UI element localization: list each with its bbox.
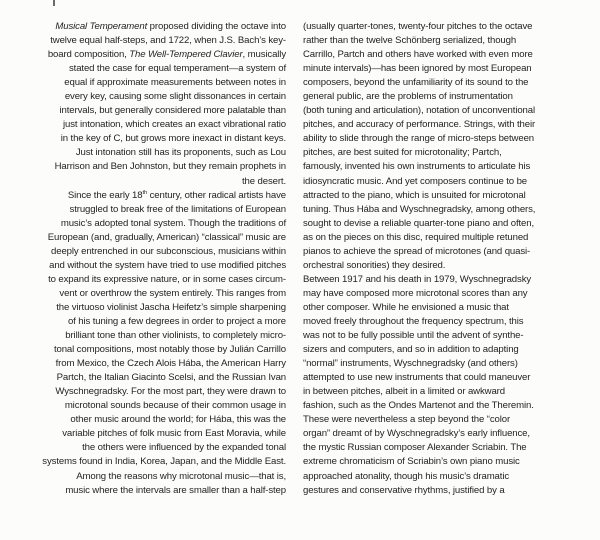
text-line: Carrillo, Partch and others have worked with even more bbox=[303, 49, 533, 61]
text-line: pianos to achieve the spread of microtones (and quasi- bbox=[303, 245, 531, 257]
text-line: in between pitches, albeit in a limited or awkward bbox=[303, 386, 505, 398]
text-line: Harrison and Ben Johnston, but they remain prophets in bbox=[54, 161, 286, 173]
text-line: minute intervals)—has been ignored by most European bbox=[303, 63, 532, 75]
text-line: tonal compositions, most notably those by Julián Carrillo bbox=[53, 344, 286, 356]
paragraph bbox=[0, 146, 286, 188]
crop-mark bbox=[53, 0, 55, 6]
text-line: tuning. Thus Hába and Wyschnegradsky, among others, bbox=[303, 203, 536, 215]
text-line: music’s adopted tonal system. Though the traditions of bbox=[60, 217, 286, 229]
text-line: Wyschnegradsky. For the most part, they were drawn to bbox=[55, 386, 286, 398]
paragraph bbox=[303, 20, 600, 273]
column-right bbox=[303, 20, 600, 498]
text-line: general public, are the problems of instrumentation bbox=[303, 91, 513, 103]
text-line: sought to devise a reliable quarter-tone piano and often, bbox=[303, 217, 535, 229]
text-line: approached atonality, though his music’s dramatic bbox=[303, 470, 510, 482]
text-line: other music around the world; for Hába, this was the bbox=[70, 414, 286, 426]
text-line: sizers and computers, and so in addition to adapting bbox=[303, 344, 519, 356]
text-line: was not to be fully possible until the advent of synthe- bbox=[303, 330, 524, 342]
paragraph bbox=[0, 20, 286, 146]
text-line: vent or overthrow the system entirely. This ranges from bbox=[59, 287, 286, 299]
text-line: and without the system have tried to use modified pitches bbox=[49, 259, 286, 271]
text-line: other composer. While he envisioned a music that bbox=[303, 301, 509, 313]
text-line: as on the pieces on this disc, required multiple retuned bbox=[303, 231, 529, 243]
text-line: ability to slide through the range of micro-steps between bbox=[303, 133, 535, 145]
text-line: deeply entrenched in our subconscious, musicians within bbox=[51, 245, 286, 257]
text-line: from Mexico, the Czech Alois Hába, the American Harry bbox=[55, 358, 286, 370]
text-line: fashion, such as the Ondes Martenot and the Theremin. bbox=[303, 400, 534, 412]
paragraph bbox=[0, 470, 286, 498]
text-line: twelve equal half-steps, and 1722, when J.S. Bach’s key- bbox=[50, 35, 286, 47]
paragraph bbox=[0, 189, 286, 470]
text-line: European (and, gradually, American) “classical” music are bbox=[47, 231, 286, 243]
text-line: systems found in India, Korea, Japan, and the Middle East. bbox=[42, 456, 286, 468]
text-line: music where the intervals are smaller than a half-step bbox=[65, 484, 286, 496]
text-line: the mystic Russian composer Alexander Scriabin. The bbox=[303, 442, 527, 454]
text-line: Among the reasons why microtonal music—that is, bbox=[76, 470, 286, 482]
text-line: extreme chromaticism of Scriabin’s own piano music bbox=[303, 456, 520, 468]
text-line: composers, beyond the unfamiliarity of its sound to the bbox=[303, 77, 529, 89]
text-line: brilliant tone than other violinists, to completely micro- bbox=[65, 330, 286, 342]
text-line: attempted to use new instruments that could maneuver bbox=[303, 372, 531, 384]
text-line: board composition, The Well-Tempered Clavier, musically bbox=[47, 49, 286, 61]
text-line: struggled to break free of the limitations of European bbox=[69, 203, 286, 215]
text-line: equal if approximate measurements between notes in bbox=[64, 77, 286, 89]
text-line: in the key of C, but grows more inexact in distant keys. bbox=[60, 133, 286, 145]
text-line: (usually quarter-tones, twenty-four pitches to the octave bbox=[303, 21, 533, 32]
text-line: stated the case for equal temperament—a system of bbox=[68, 63, 286, 75]
text-line: variable pitches of folk music from East Moravia, while bbox=[62, 428, 286, 440]
column-left bbox=[0, 20, 286, 498]
text-line: gestures and conservative rhythms, justified by a bbox=[303, 484, 505, 496]
text-line: rather than the twelve Schönberg serialized, though bbox=[303, 35, 517, 47]
text-line: organ” dreamt of by Wyschnegradsky’s early influence, bbox=[303, 428, 530, 440]
text-line: These were nevertheless a step beyond the “color bbox=[303, 414, 511, 426]
text-line: pitches, are best suited for microtonality; Partch, bbox=[303, 147, 502, 159]
text-line: idiosyncratic music. And yet composers continue to be bbox=[303, 175, 528, 187]
text-line: pitches, and accuracy of performance. Strings, with their bbox=[303, 119, 536, 131]
text-line: Between 1917 and his death in 1979, Wyschnegradsky bbox=[303, 273, 532, 285]
text-line: just intonation, which creates an exact vibrational ratio bbox=[62, 119, 286, 131]
text-line: famously, invented his own instruments to articulate his bbox=[303, 161, 531, 173]
text-line: Partch, the Italian Giacinto Scelsi, and the Russian Ivan bbox=[56, 372, 286, 384]
text-line: the desert. bbox=[241, 175, 286, 187]
paragraph bbox=[303, 273, 600, 498]
text-line: to expand its expressive nature, or in some cases circum- bbox=[48, 273, 286, 285]
text-line: microtonal sounds because of their common usage in bbox=[64, 400, 286, 412]
text-line: the others were influenced by the expanded tonal bbox=[82, 442, 286, 454]
text-line: moved freely throughout the frequency spectrum, this bbox=[303, 315, 524, 327]
text-line: Since the early 18th century, other radical artists have bbox=[67, 189, 286, 201]
text-line: “normal” instruments, Wyschnegradsky (and others) bbox=[303, 358, 518, 370]
text-line: every key, causing some slight dissonances in certain bbox=[64, 91, 286, 103]
text-line: may have composed more microtonal scores than any bbox=[303, 287, 528, 299]
text-line: Just intonation still has its proponents, such as Lou bbox=[75, 147, 286, 159]
text-line: attracted to the piano, which is unsuited for microtonal bbox=[303, 189, 526, 201]
text-line: (both tuning and articulation), notation of unconventional bbox=[303, 105, 535, 117]
text-line: Musical Temperament proposed dividing the octave into bbox=[55, 21, 286, 32]
text-line: the virtuoso violinist Jascha Heifetz’s simple sharpening bbox=[56, 301, 286, 313]
text-line: of his tuning a few degrees in order to project a more bbox=[67, 315, 286, 327]
text-line: intervals, but generally considered more palatable than bbox=[59, 105, 286, 117]
text-line: orchestral sonorities) they desired. bbox=[303, 259, 446, 271]
